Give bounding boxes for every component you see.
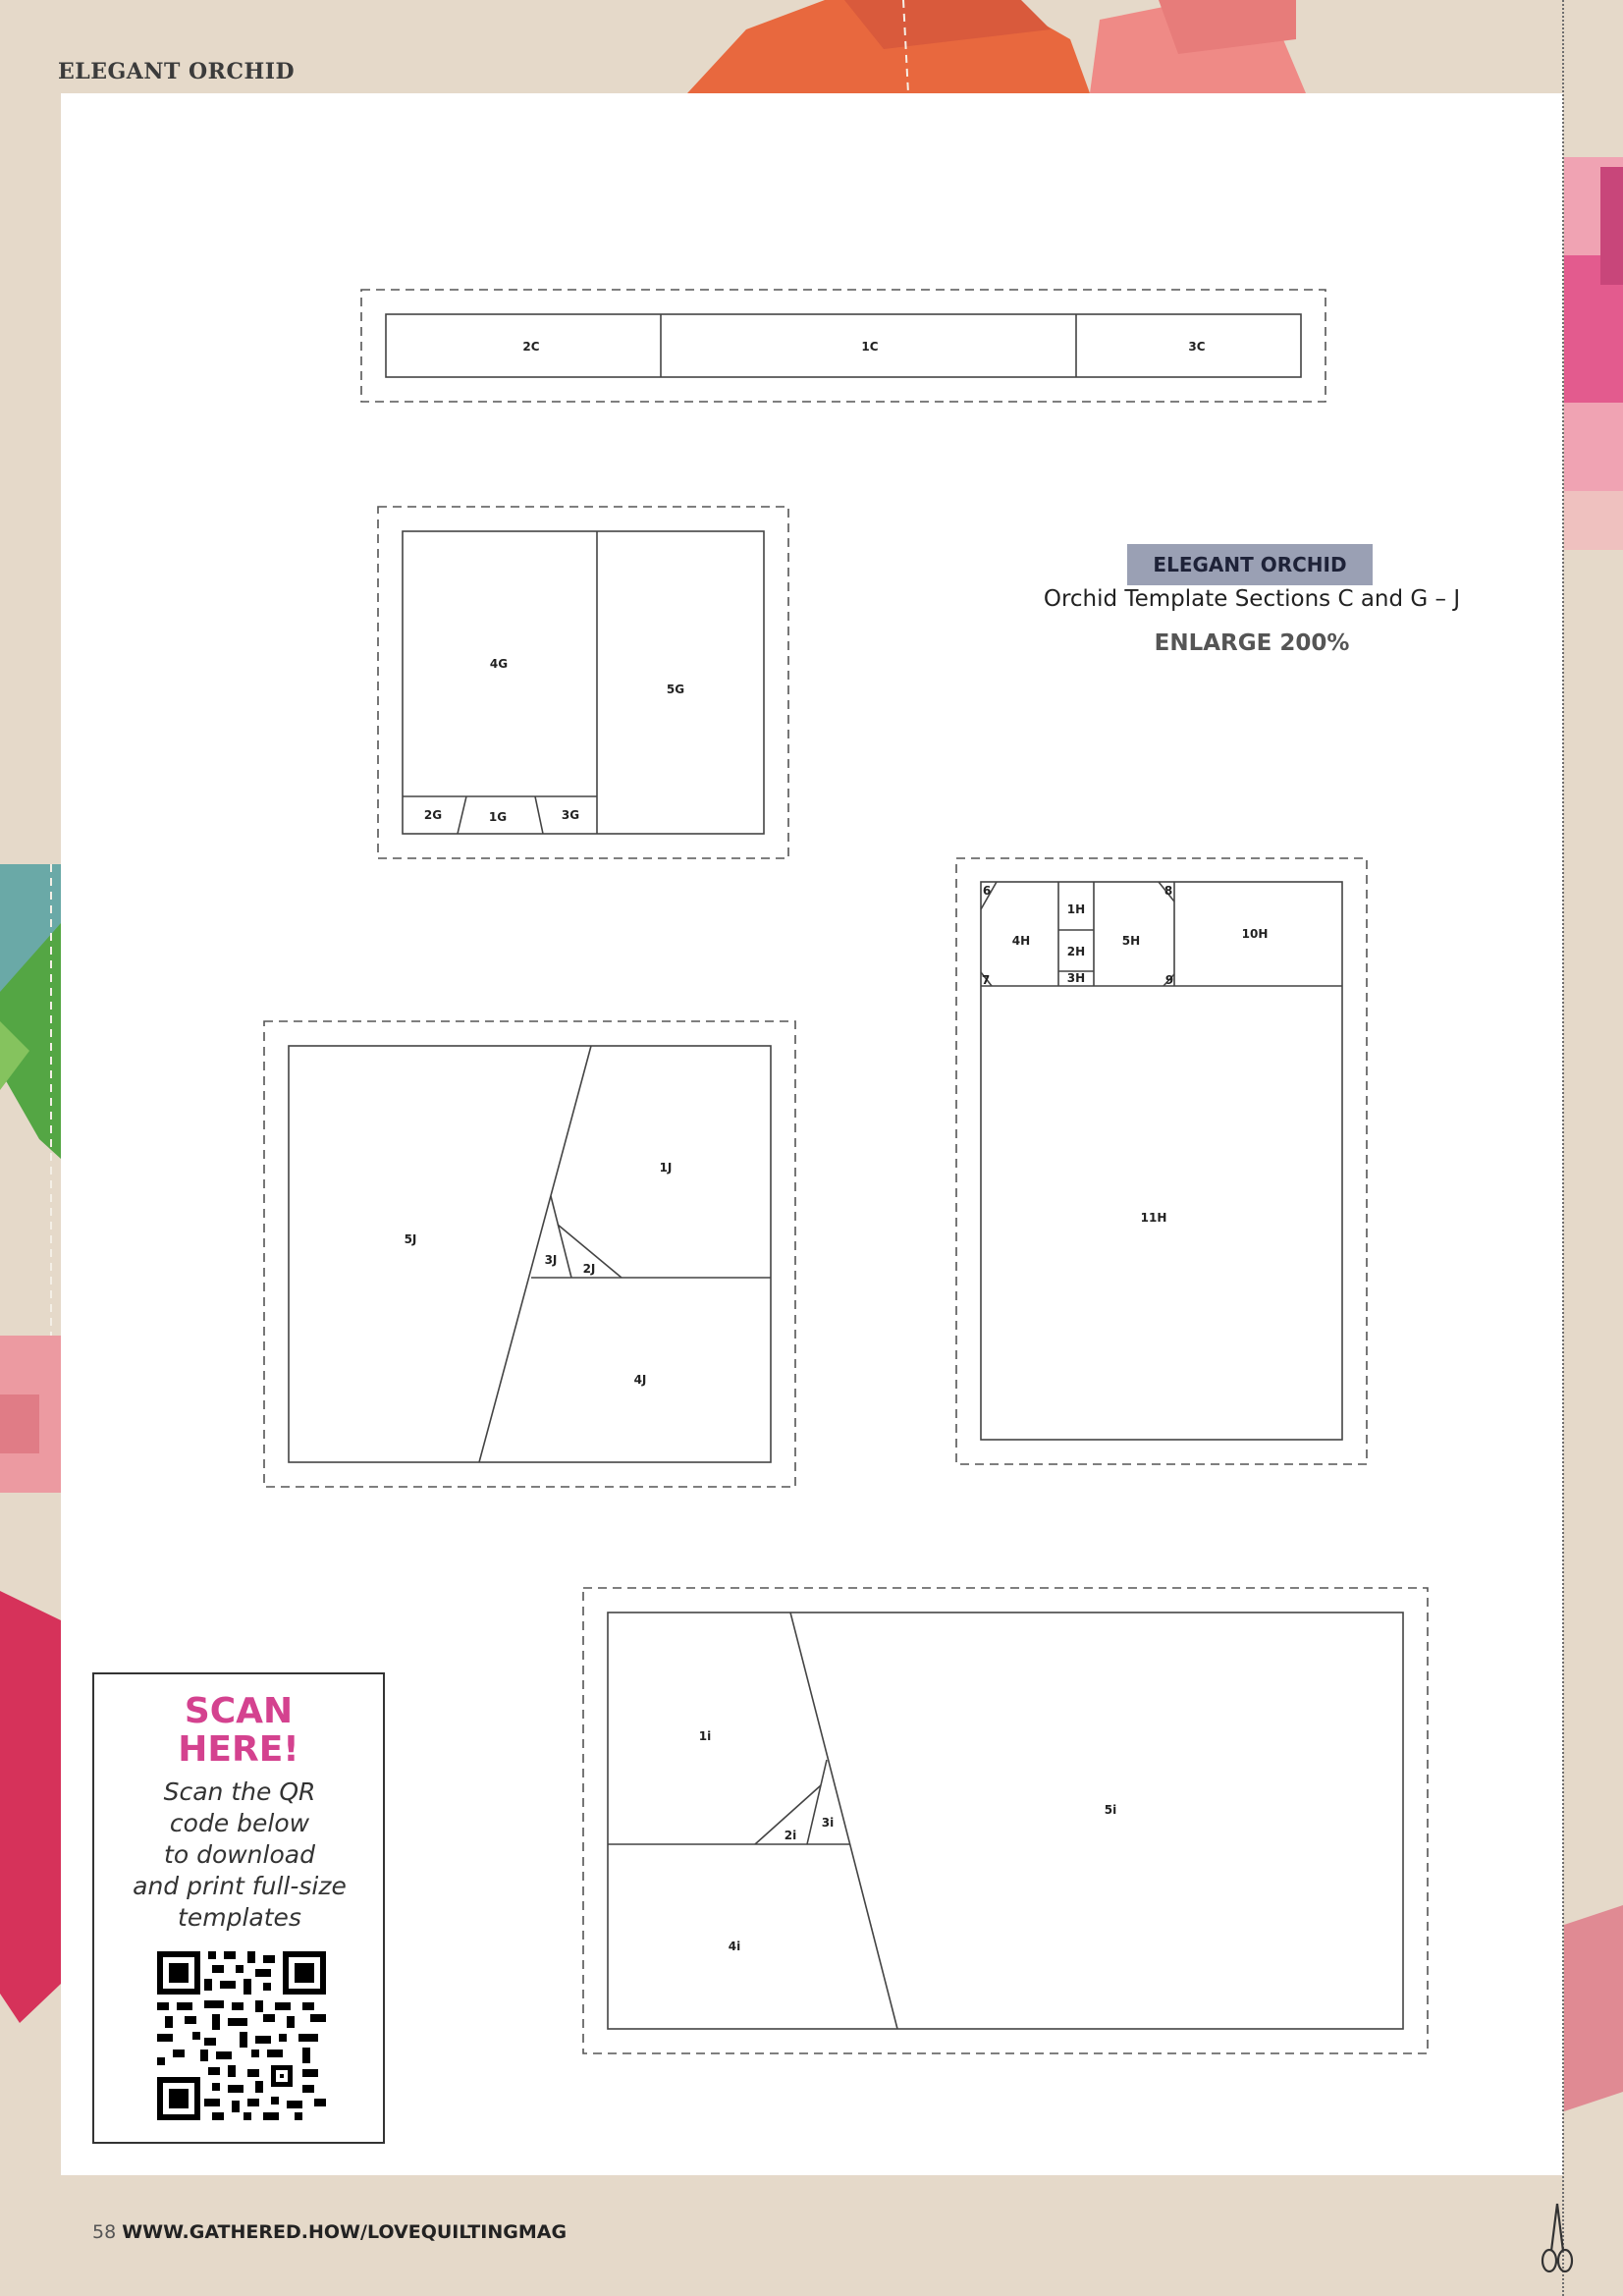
piece-label: 4H <box>1011 934 1031 948</box>
template-subtitle: Orchid Template Sections C and G – J <box>1043 586 1461 612</box>
template-h <box>956 858 1367 1464</box>
piece-label: 3C <box>1188 340 1206 354</box>
scan-title <box>94 1692 383 1769</box>
piece-label: 11H <box>1140 1211 1167 1225</box>
title-badge: ELEGANT ORCHID <box>1127 544 1373 585</box>
piece-label: 8 <box>1163 884 1173 898</box>
piece-label: 10H <box>1241 927 1269 941</box>
template-j <box>264 1021 795 1487</box>
scan-text <box>104 1777 375 1934</box>
scan-text-line: Scan the QR <box>163 1777 316 1806</box>
piece-label: 2G <box>423 808 443 822</box>
page-number: 58 <box>92 2221 117 2243</box>
scan-box <box>92 1672 385 2144</box>
piece-label: 3J <box>544 1253 558 1267</box>
scissors-icon <box>1540 2200 1575 2278</box>
piece-label: 9 <box>1164 973 1174 987</box>
header-title: ELEGANT ORCHID <box>58 59 296 84</box>
piece-label: 4J <box>633 1373 647 1387</box>
footer-url[interactable]: WWW.GATHERED.HOW/LOVEQUILTINGMAG <box>122 2221 568 2243</box>
scan-text-line: templates <box>178 1903 301 1932</box>
piece-label: 3i <box>821 1816 835 1830</box>
footer <box>92 2221 567 2243</box>
scan-text-line: and print full-size <box>133 1872 347 1900</box>
scan-text-line: code below <box>169 1809 310 1837</box>
piece-label: 5G <box>666 683 685 696</box>
piece-label: 5H <box>1121 934 1141 948</box>
piece-label: 2J <box>582 1262 596 1276</box>
piece-label: 4i <box>728 1940 741 1953</box>
piece-label: 2C <box>522 340 540 354</box>
piece-label: 4G <box>489 657 509 671</box>
piece-label: 1G <box>488 810 508 824</box>
template-c <box>361 290 1325 402</box>
piece-label: 1H <box>1066 902 1086 916</box>
piece-label: 7 <box>981 973 991 987</box>
enlarge-instruction: ENLARGE 200% <box>1154 630 1350 656</box>
template-i <box>583 1588 1428 2053</box>
piece-label: 1i <box>698 1729 712 1743</box>
piece-label: 2H <box>1066 945 1086 958</box>
piece-label: 3G <box>561 808 580 822</box>
piece-label: 5J <box>404 1232 417 1246</box>
template-g <box>378 507 788 858</box>
piece-label: 1J <box>659 1161 673 1175</box>
scan-title-line: SCAN <box>184 1691 294 1731</box>
piece-label: 6 <box>982 884 992 898</box>
scan-text-line: to download <box>164 1840 315 1869</box>
piece-label: 1C <box>861 340 879 354</box>
piece-label: 3H <box>1066 971 1086 985</box>
scan-title-line: HERE! <box>178 1729 299 1770</box>
piece-label: 2i <box>784 1829 797 1842</box>
qr-code[interactable] <box>157 1951 326 2120</box>
piece-label: 5i <box>1104 1803 1117 1817</box>
